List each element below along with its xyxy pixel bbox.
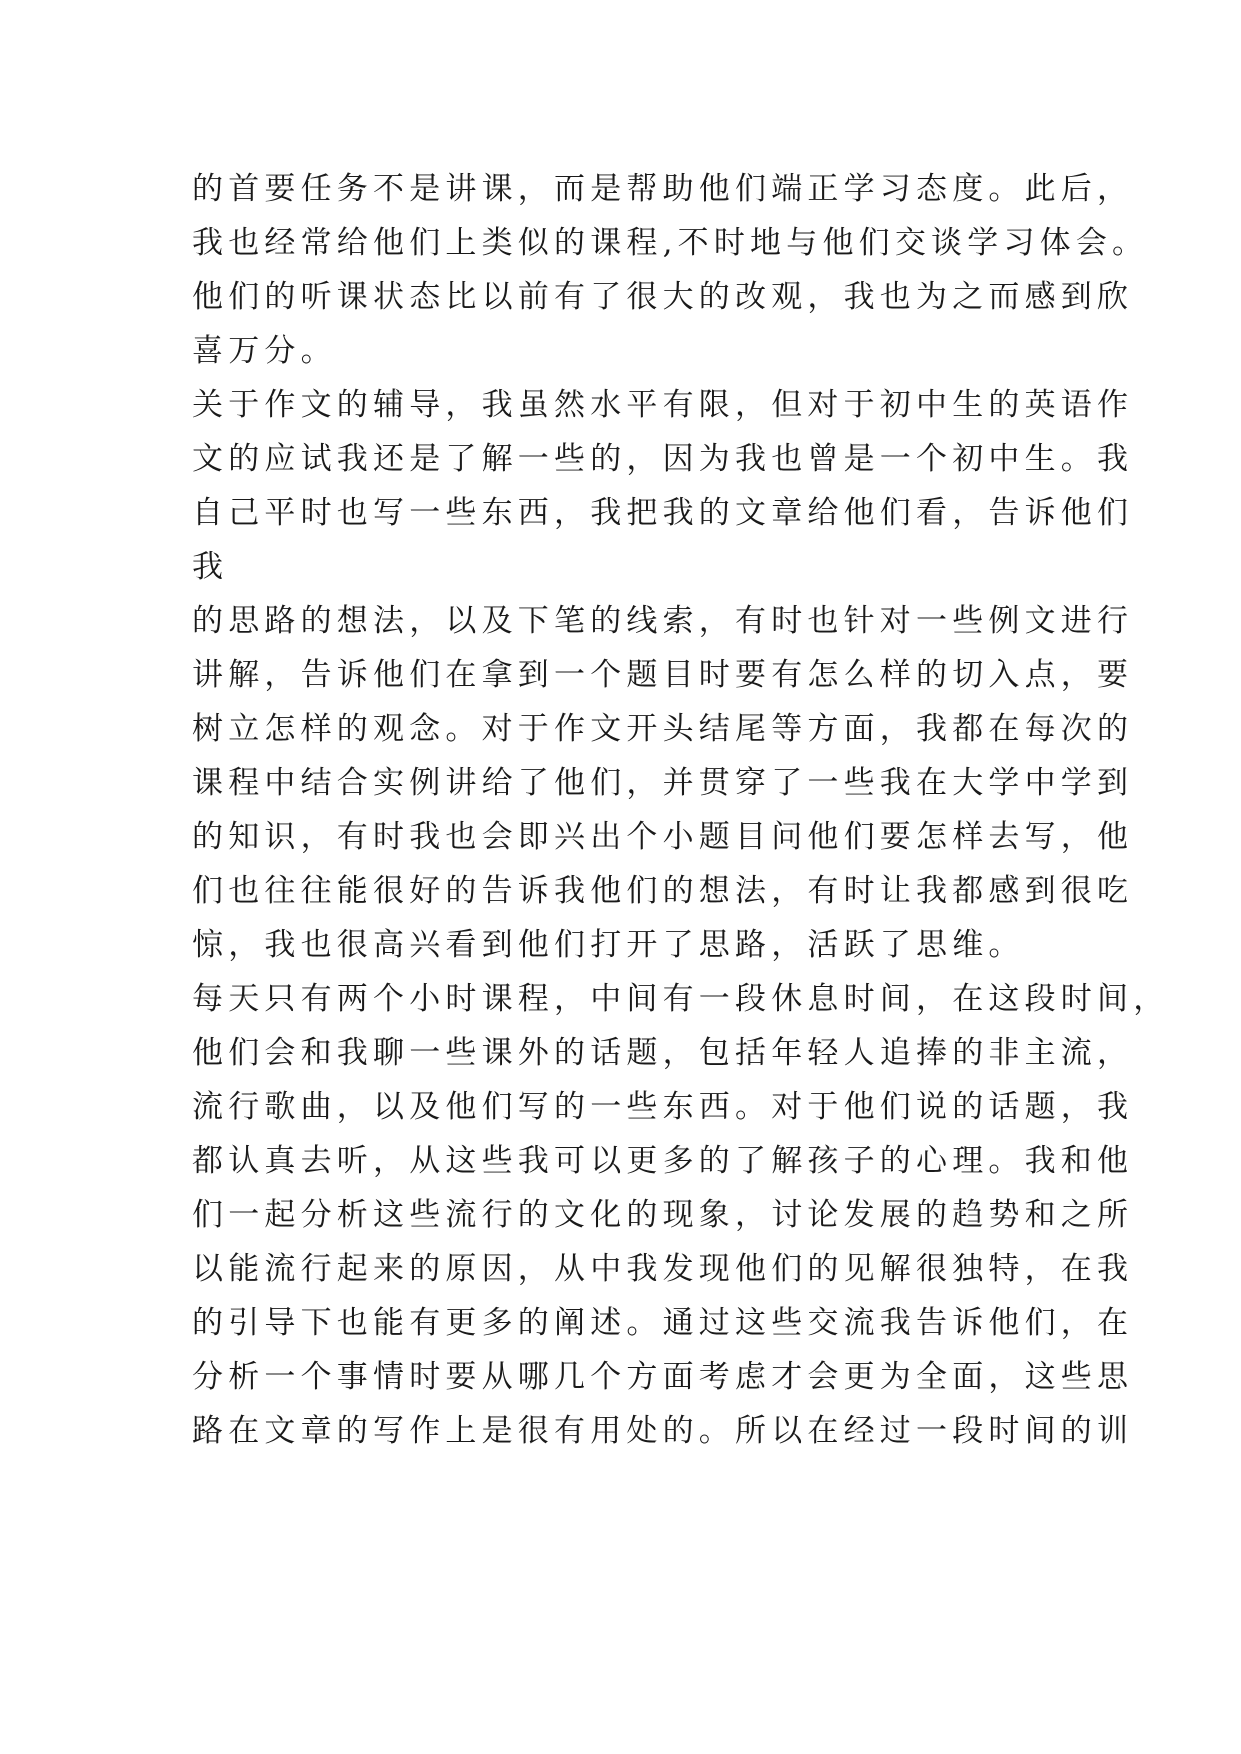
text-line: 流行歌曲，以及他们写的一些东西。对于他们说的话题，我 — [192, 1089, 1134, 1125]
text-line: 都认真去听，从这些我可以更多的了解孩子的心理。我和他 — [192, 1143, 1134, 1179]
text-line: 喜万分。 — [192, 333, 337, 369]
text-line: 他们的听课状态比以前有了很大的改观，我也为之而感到欣 — [192, 279, 1134, 315]
text-line: 们也往往能很好的告诉我他们的想法，有时让我都感到很吃 — [192, 873, 1134, 909]
text-line: 的知识，有时我也会即兴出个小题目问他们要怎样去写，他 — [192, 819, 1134, 855]
text-line: 的思路的想法，以及下笔的线索，有时也针对一些例文进行 — [192, 603, 1134, 639]
text-line: 自己平时也写一些东西，我把我的文章给他们看，告诉他们 — [192, 495, 1134, 531]
text-line: 文的应试我还是了解一些的，因为我也曾是一个初中生。我 — [192, 441, 1134, 477]
text-line: 以能流行起来的原因，从中我发现他们的见解很独特，在我 — [192, 1251, 1134, 1287]
text-line: 他们会和我聊一些课外的话题，包括年轻人追捧的非主流， — [192, 1035, 1134, 1071]
text-line: 树立怎样的观念。对于作文开头结尾等方面，我都在每次的 — [192, 711, 1134, 747]
text-line: 们一起分析这些流行的文化的现象，讨论发展的趋势和之所 — [192, 1197, 1134, 1233]
text-line: 的首要任务不是讲课，而是帮助他们端正学习态度。此后， — [192, 171, 1134, 207]
text-line: 讲解，告诉他们在拿到一个题目时要有怎么样的切入点，要 — [192, 657, 1134, 693]
text-line: 课程中结合实例讲给了他们，并贯穿了一些我在大学中学到 — [192, 765, 1134, 801]
text-line: 关于作文的辅导，我虽然水平有限，但对于初中生的英语作 — [192, 387, 1134, 423]
text-line: 我 — [192, 549, 229, 585]
text-line: 我也经常给他们上类似的课程,不时地与他们交谈学习体会。 — [192, 225, 1149, 261]
text-line: 路在文章的写作上是很有用处的。所以在经过一段时间的训 — [192, 1413, 1134, 1449]
text-line: 的引导下也能有更多的阐述。通过这些交流我告诉他们，在 — [192, 1305, 1134, 1341]
text-line: 分析一个事情时要从哪几个方面考虑才会更为全面，这些思 — [192, 1359, 1134, 1395]
body-text — [192, 162, 1170, 1458]
text-line: 每天只有两个小时课程，中间有一段休息时间，在这段时间， — [192, 981, 1170, 1017]
text-line: 惊，我也很高兴看到他们打开了思路，活跃了思维。 — [192, 927, 1025, 963]
